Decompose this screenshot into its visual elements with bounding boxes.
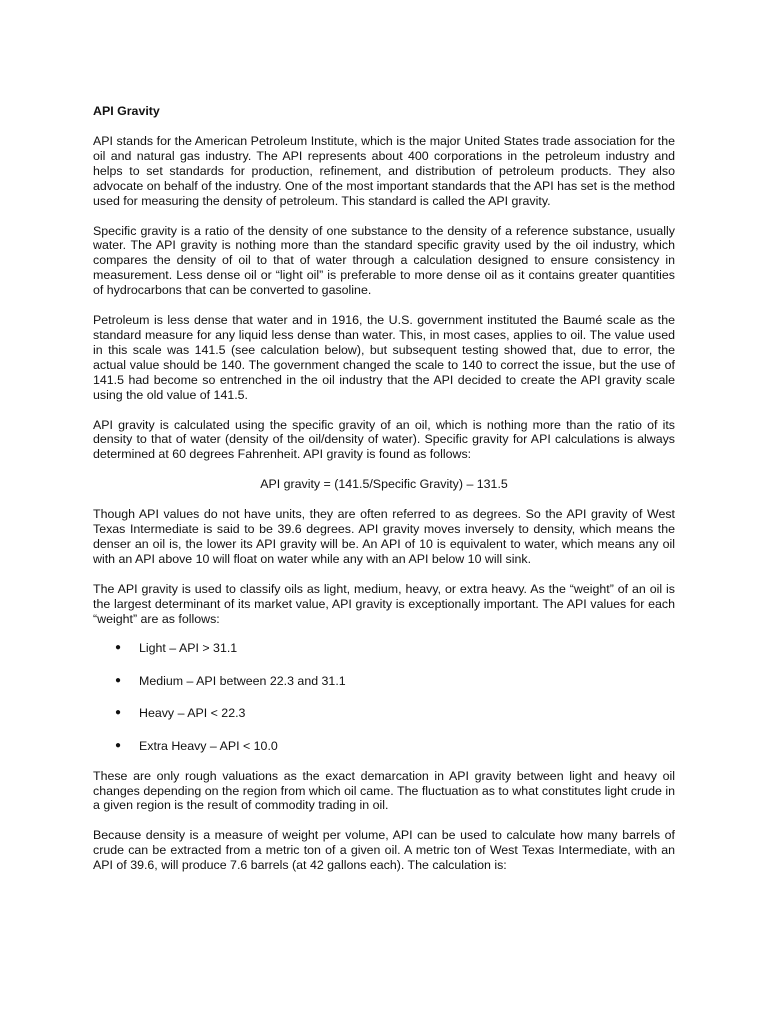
- weight-classification-list: [93, 641, 675, 753]
- paragraph-api-classification: The API gravity is used to classify oils as light, medium, heavy, or extra heavy. As the “weight” of an oil is the largest determinant of its market value, API gravity is exceptionally important. The API values for each “weight” are as follows:: [93, 581, 675, 626]
- document-title: API Gravity: [93, 104, 160, 118]
- list-item-label: Heavy – API < 22.3: [139, 706, 246, 721]
- list-item-label: Medium – API between 22.3 and 31.1: [139, 673, 346, 688]
- list-item-label: Light – API > 31.1: [139, 641, 238, 656]
- paragraph-api-degrees: Though API values do not have units, they are often referred to as degrees. So the API gravity of West Texas Intermediate is said to be 39.6 degrees. API gravity moves inversely to density, which means the denser an oil is, the lower its API gravity will be. An API of 10 is equivalent to water, which means any oil with an API above 10 will float on water while any with an API below 10 will sink.: [93, 507, 675, 566]
- paragraph-rough-valuations: These are only rough valuations as the exact demarcation in API gravity between light and heavy oil changes depending on the region from which oil came. The fluctuation as to what constitutes light crude in a given region is the result of commodity trading in oil.: [93, 768, 675, 813]
- api-gravity-formula: API gravity = (141.5/Specific Gravity) – 131.5: [260, 477, 508, 492]
- list-item-label: Extra Heavy – API < 10.0: [139, 738, 278, 753]
- list-item-heavy: [93, 706, 675, 721]
- paragraph-baume-scale: Petroleum is less dense that water and in 1916, the U.S. government instituted the Baumé scale as the standard measure for any liquid less dense than water. This, in most cases, applies to oil. The value used in this scale was 141.5 (see calculation below), but subsequent testing showed that, due to error, the actual value should be 140. The government changed the scale to 140 to correct the issue, but the use of 141.5 had become so entrenched in the oil industry that the API decided to create the API gravity scale using the old value of 141.5.: [93, 313, 675, 402]
- bullet-icon: ●: [115, 642, 122, 654]
- document-body: [93, 104, 675, 888]
- paragraph-api-calculation: API gravity is calculated using the specific gravity of an oil, which is nothing more than the ratio of its density to that of water (density of the oil/density of water). Specific gravity for API calculations is always determined at 60 degrees Fahrenheit. API gravity is found as follows:: [93, 417, 675, 462]
- list-item-light: [93, 641, 675, 656]
- bullet-icon: ●: [115, 674, 122, 686]
- bullet-icon: ●: [115, 707, 122, 719]
- list-item-medium: [93, 674, 675, 689]
- paragraph-api-intro: API stands for the American Petroleum Institute, which is the major United States trade association for the oil and natural gas industry. The API represents about 400 corporations in the petroleum industry and helps to set standards for production, refinement, and distribution of petroleum products. They also advocate on behalf of the industry. One of the most important standards that the API has set is the method used for measuring the density of petroleum. This standard is called the API gravity.: [93, 134, 675, 208]
- list-item-extra-heavy: [93, 739, 675, 754]
- paragraph-barrels-calculation: Because density is a measure of weight per volume, API can be used to calculate how many barrels of crude can be extracted from a metric ton of a given oil. A metric ton of West Texas Intermediate, with an API of 39.6, will produce 7.6 barrels (at 42 gallons each). The calculation is:: [93, 828, 675, 873]
- paragraph-specific-gravity: Specific gravity is a ratio of the density of one substance to the density of a reference substance, usually water. The API gravity is nothing more than the standard specific gravity used by the oil industry, which compares the density of oil to that of water through a calculation designed to ensure consistency in measurement. Less dense oil or “light oil” is preferable to more dense oil as it contains greater quantities of hydrocarbons that can be converted to gasoline.: [93, 223, 675, 298]
- bullet-icon: ●: [115, 739, 122, 751]
